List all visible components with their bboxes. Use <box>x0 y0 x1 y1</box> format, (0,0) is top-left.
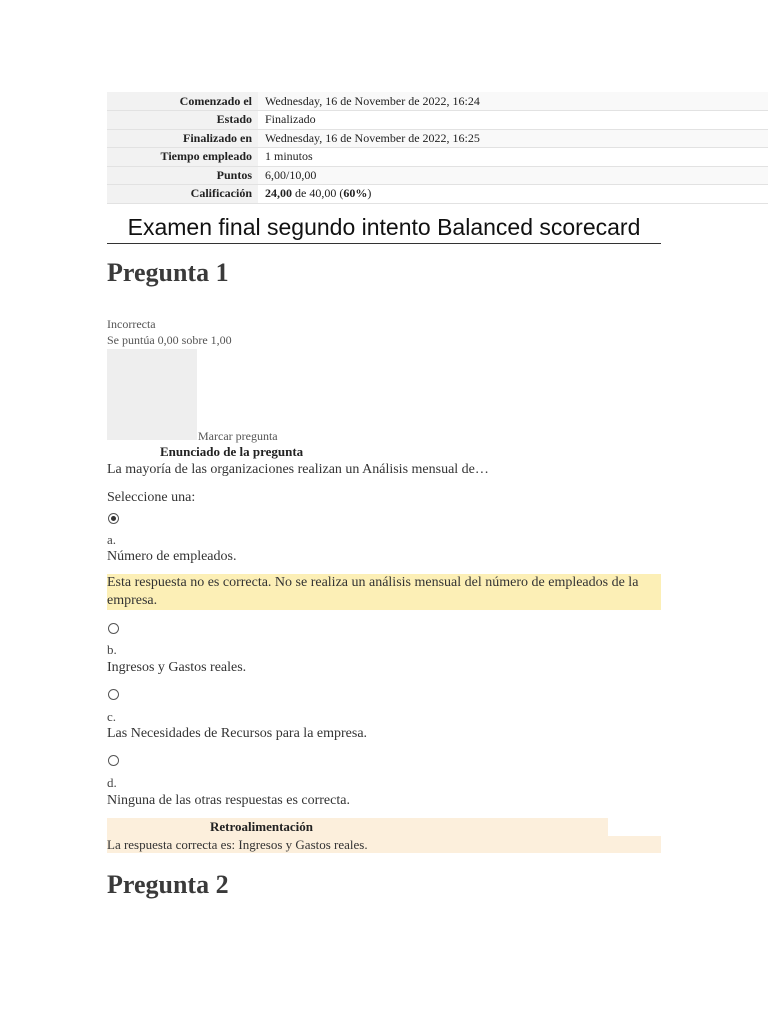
summary-row-grade <box>107 185 768 204</box>
question-2-heading: Pregunta 2 <box>107 870 229 899</box>
option-d-radio[interactable] <box>108 755 119 766</box>
summary-label: Calificación <box>107 185 258 204</box>
question-1-heading: Pregunta 1 <box>107 258 229 287</box>
summary-row-time-taken <box>107 148 768 167</box>
summary-value: Wednesday, 16 de November de 2022, 16:24 <box>258 92 768 111</box>
summary-value: 1 minutos <box>258 148 768 167</box>
summary-row-state <box>107 111 768 130</box>
option-b-radio[interactable] <box>108 623 119 634</box>
summary-row-finished <box>107 129 768 148</box>
option-a-text[interactable]: Número de empleados. <box>107 549 237 564</box>
summary-value: 6,00/10,00 <box>258 166 768 185</box>
option-b-letter: b. <box>107 642 117 657</box>
question-score: Se puntúa 0,00 sobre 1,00 <box>107 333 232 347</box>
summary-value-grade <box>258 185 768 204</box>
summary-label: Finalizado en <box>107 129 258 148</box>
general-feedback-label: Retroalimentación <box>210 819 314 834</box>
summary-label: Comenzado el <box>107 92 258 111</box>
summary-row-started <box>107 92 768 111</box>
summary-value: Finalizado <box>258 111 768 130</box>
option-c-radio[interactable] <box>108 689 119 700</box>
question-statement-label: Enunciado de la pregunta <box>160 444 304 459</box>
option-c-text[interactable]: Las Necesidades de Recursos para la empresa. <box>107 726 368 741</box>
option-d-text[interactable]: Ninguna de las otras respuestas es correcta. <box>107 793 350 808</box>
grade-score: 24,00 <box>265 186 292 201</box>
option-a-radio[interactable] <box>108 513 119 524</box>
option-d-letter: d. <box>107 775 117 790</box>
grade-close: ) <box>367 186 372 201</box>
option-a-letter: a. <box>107 532 117 547</box>
attempt-summary-table <box>107 92 768 204</box>
select-one-prompt: Seleccione una: <box>107 490 196 505</box>
option-b-text[interactable]: Ingresos y Gastos reales. <box>107 660 247 675</box>
option-c-letter: c. <box>107 709 117 724</box>
summary-label: Tiempo empleado <box>107 148 258 167</box>
question-text: La mayoría de las organizaciones realizan un Análisis mensual de… <box>107 462 489 477</box>
summary-value: Wednesday, 16 de November de 2022, 16:25 <box>258 129 768 148</box>
summary-label: Estado <box>107 111 258 130</box>
grade-percent: 60% <box>343 186 368 201</box>
general-feedback-text: La respuesta correcta es: Ingresos y Gastos reales. <box>107 836 661 853</box>
grade-of: de 40,00 ( <box>292 186 344 201</box>
summary-row-points <box>107 166 768 185</box>
general-feedback-header <box>107 818 608 836</box>
summary-label: Puntos <box>107 166 258 185</box>
flag-question-label[interactable]: Marcar pregunta <box>198 429 278 443</box>
option-a-feedback: Esta respuesta no es correcta. No se realiza un análisis mensual del número de empleados de la empresa. <box>107 574 661 610</box>
question-status: Incorrecta <box>107 317 156 331</box>
exam-title: Examen final segundo intento Balanced scorecard <box>107 212 661 244</box>
flag-question-box[interactable] <box>107 349 197 440</box>
